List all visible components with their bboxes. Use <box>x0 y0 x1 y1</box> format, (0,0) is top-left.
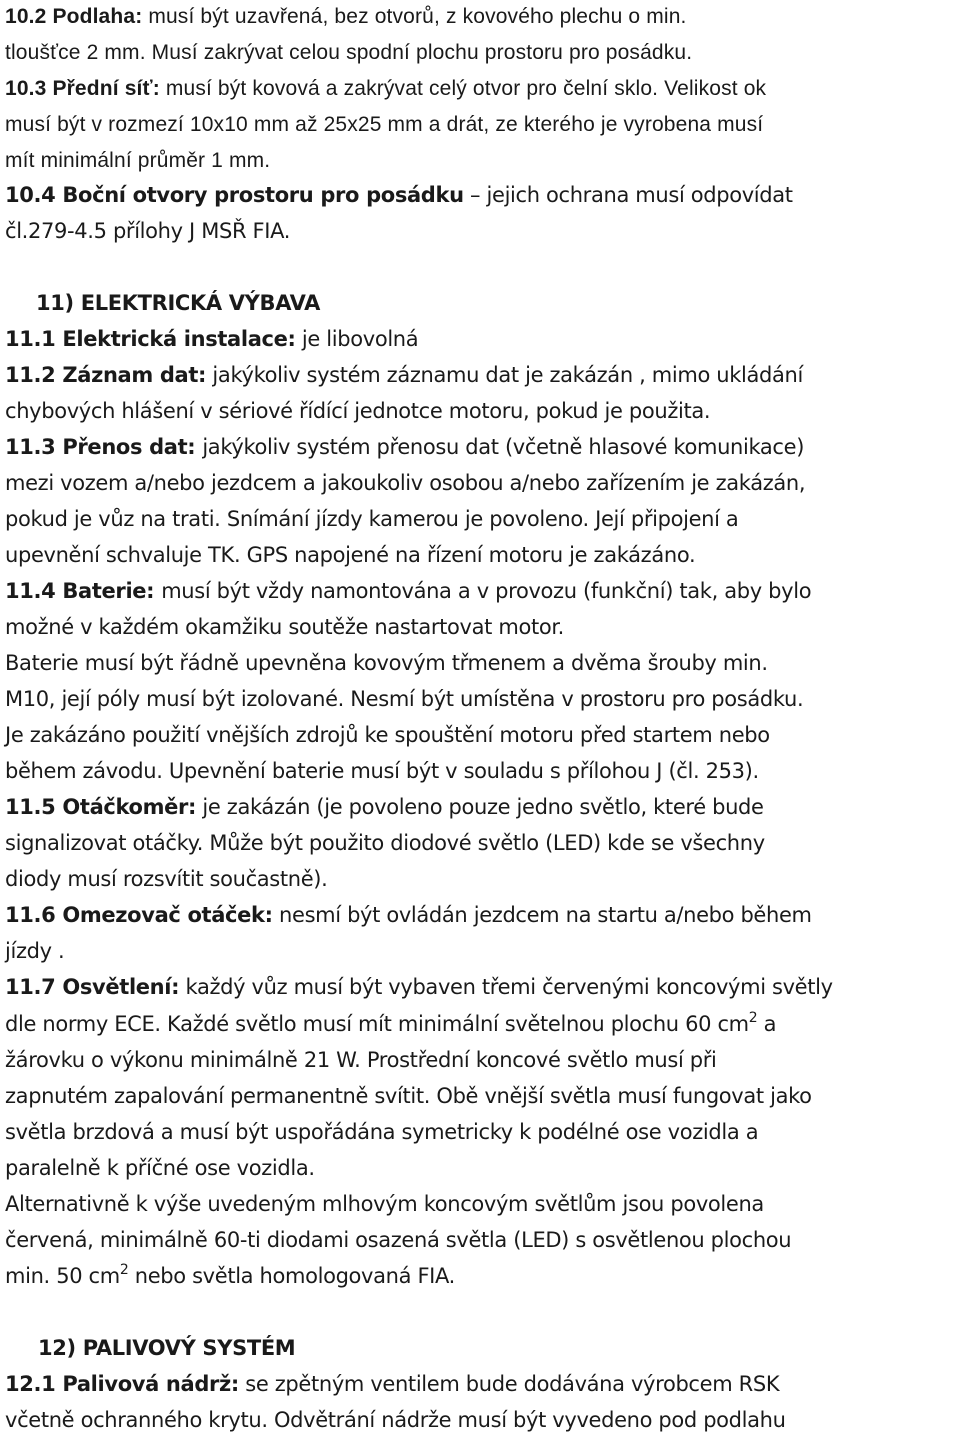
text-segment: je libovolná <box>295 327 419 351</box>
text-line <box>5 185 793 206</box>
text-line <box>5 437 804 458</box>
text-segment: musí být v rozmezí 10x10 mm až 25x25 mm a drát, ze kterého je vyrobena musí <box>5 113 764 136</box>
text-segment: M10, její póly musí být izolované. Nesmí být umístěna v prostoru pro posádku. <box>5 687 804 711</box>
text-segment: zapnutém zapalování permanentně svítit. Obě vnější světla musí fungovat jako <box>5 1084 812 1108</box>
text-line <box>5 473 805 494</box>
text-segment: Baterie musí být řádně upevněna kovovým třmenem a dvěma šrouby min. <box>5 651 768 675</box>
bold-label: 12.1 Palivová nádrž: <box>5 1372 239 1396</box>
bold-label: 10.4 Boční otvory prostoru pro posádku <box>5 183 464 207</box>
superscript: 2 <box>119 1262 129 1278</box>
text-segment: musí být uzavřená, bez otvorů, z kovového plechu o min. <box>148 5 687 28</box>
text-line <box>5 365 803 386</box>
text-segment: pokud je vůz na trati. Snímání jízdy kamerou je povoleno. Její připojení a <box>5 507 739 531</box>
text-segment: upevnění schvaluje TK. GPS napojené na řízení motoru je zakázáno. <box>5 543 696 567</box>
bold-label: 10.3 Přední síť: <box>5 77 166 100</box>
text-line <box>5 905 812 926</box>
text-segment: musí být kovová a zakrývat celý otvor pro čelní sklo. Velikost ok <box>165 77 767 100</box>
text-segment: – jejich ochrana musí odpovídat <box>463 183 793 207</box>
text-segment: Je zakázáno použití vnějších zdrojů ke spouštění motoru před startem nebo <box>5 723 770 747</box>
text-line <box>5 1374 779 1395</box>
text-line <box>5 1122 758 1143</box>
text-line <box>5 1230 791 1251</box>
text-line <box>5 1050 717 1071</box>
bold-label: 11.7 Osvětlení: <box>5 975 180 999</box>
text-line <box>5 581 811 602</box>
text-segment: jízdy . <box>5 939 65 963</box>
text-segment: každý vůz musí být vybaven třemi červenými koncovými světly <box>179 975 833 999</box>
text-segment: jakýkoliv systém přenosu dat (včetně hlasové komunikace) <box>202 435 805 459</box>
text-line <box>5 1086 812 1107</box>
text-segment: paralelně k příčné ose vozidla. <box>5 1156 315 1180</box>
text-segment: musí být vždy namontována a v provozu (funkční) tak, aby bylo <box>161 579 812 603</box>
text-line <box>5 509 738 530</box>
text-segment: nebo světla homologovaná FIA. <box>128 1264 455 1288</box>
text-line <box>5 1194 764 1215</box>
text-line <box>5 797 764 818</box>
text-line <box>5 833 765 854</box>
bold-label: 11.5 Otáčkoměr: <box>5 795 197 819</box>
text-segment: žárovku o výkonu minimálně 21 W. Prostřední koncové světlo musí při <box>5 1048 717 1072</box>
text-line <box>5 869 327 890</box>
text-segment: jakýkoliv systém záznamu dat je zakázán , mimo ukládání <box>206 363 803 387</box>
bold-label: 12) PALIVOVÝ SYSTÉM <box>38 1336 296 1360</box>
text-segment: červená, minimálně 60-ti diodami osazená světla (LED) s osvětlenou plochou <box>5 1228 792 1252</box>
text-line <box>5 401 710 422</box>
text-line <box>5 1010 777 1036</box>
text-line <box>5 725 770 746</box>
text-line <box>5 653 768 674</box>
text-segment: a <box>757 1012 777 1036</box>
text-line <box>5 545 695 566</box>
text-segment: včetně ochranného krytu. Odvětrání nádrže musí být vyvedeno pod podlahu <box>5 1408 786 1432</box>
text-segment: min. 50 cm <box>5 1264 120 1288</box>
text-line <box>5 78 766 99</box>
bold-label: 11.6 Omezovač otáček: <box>5 903 273 927</box>
text-segment: čl.279-4.5 přílohy J MSŘ FIA. <box>5 219 291 243</box>
text-line <box>5 6 687 27</box>
bold-label: 11.4 Baterie: <box>5 579 162 603</box>
text-segment: se zpětným ventilem bude dodávána výrobcem RSK <box>238 1372 780 1396</box>
bold-label: 11.3 Přenos dat: <box>5 435 203 459</box>
text-segment: nesmí být ovládán jezdcem na startu a/nebo během <box>272 903 812 927</box>
bold-label: 11.1 Elektrická instalace: <box>5 327 296 351</box>
text-line <box>5 977 833 998</box>
text-line <box>5 617 564 638</box>
superscript: 2 <box>748 1010 758 1026</box>
section-heading <box>38 1338 295 1359</box>
text-line <box>5 689 803 710</box>
bold-label: 11.2 Záznam dat: <box>5 363 207 387</box>
text-segment: dle normy ECE. Každé světlo musí mít minimální světelnou plochu 60 cm <box>5 1012 749 1036</box>
text-segment: během závodu. Upevnění baterie musí být v souladu s přílohou J (čl. 253). <box>5 759 759 783</box>
text-segment: je zakázán (je povoleno pouze jedno světlo, které bude <box>196 795 764 819</box>
text-segment: světla brzdová a musí být uspořádána symetricky k podélné ose vozidla a <box>5 1120 759 1144</box>
text-segment: diody musí rozsvítit součastně). <box>5 867 328 891</box>
section-heading <box>36 293 320 314</box>
bold-label: 10.2 Podlaha: <box>5 5 149 28</box>
text-line <box>5 941 64 962</box>
text-segment: mít minimální průměr 1 mm. <box>5 149 271 172</box>
text-segment: mezi vozem a/nebo jezdcem a jakoukoliv osobou a/nebo zařízením je zakázán, <box>5 471 806 495</box>
bold-label: 11) ELEKTRICKÁ VÝBAVA <box>36 291 321 315</box>
text-line <box>5 329 418 350</box>
text-line <box>5 221 290 242</box>
text-line <box>5 1158 315 1179</box>
text-line <box>5 114 763 135</box>
text-line <box>5 761 759 782</box>
text-segment: tloušťce 2 mm. Musí zakrývat celou spodní plochu prostoru pro posádku. <box>5 41 693 64</box>
text-segment: chybových hlášení v sériové řídící jednotce motoru, pokud je použita. <box>5 399 711 423</box>
text-segment: signalizovat otáčky. Může být použito diodové světlo (LED) kde se všechny <box>5 831 765 855</box>
text-line <box>5 42 692 63</box>
text-segment: možné v každém okamžiku soutěže nastartovat motor. <box>5 615 565 639</box>
text-line <box>5 1262 455 1288</box>
text-line <box>5 1410 786 1431</box>
text-line <box>5 150 270 171</box>
text-segment: Alternativně k výše uvedeným mlhovým koncovým světlům jsou povolena <box>5 1192 764 1216</box>
